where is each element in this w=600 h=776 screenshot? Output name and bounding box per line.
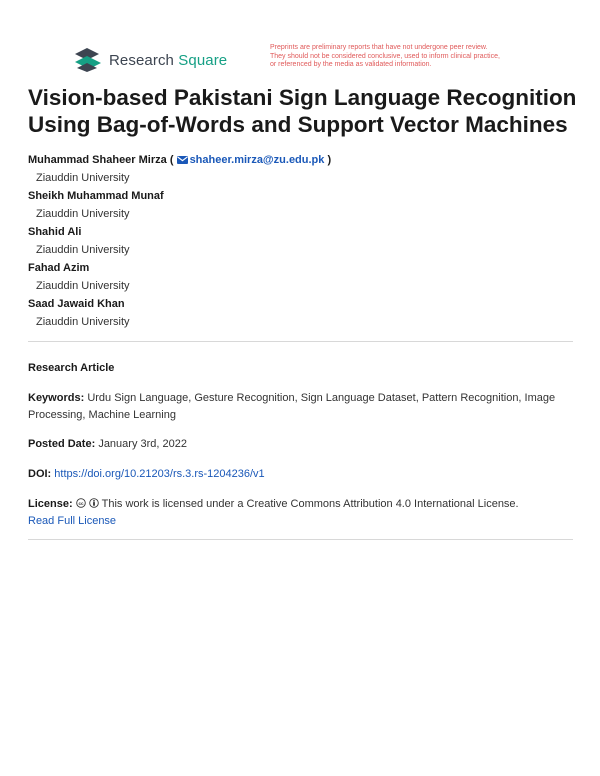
- author-name-wrap: [28, 152, 578, 169]
- posted-date-label: Posted Date:: [28, 438, 96, 450]
- doi-label: DOI:: [28, 468, 52, 480]
- author-entry: [28, 188, 578, 224]
- keywords-label: Keywords:: [28, 392, 85, 404]
- divider: [28, 539, 573, 540]
- keywords-section: [28, 390, 576, 424]
- doi-link[interactable]: https://doi.org/10.21203/rs.3.rs-1204236/v1: [54, 468, 265, 480]
- author-name: Sheikh Muhammad Munaf: [28, 190, 164, 202]
- author-list: [28, 152, 578, 332]
- divider: [28, 341, 573, 342]
- author-affiliation: Ziauddin University: [36, 244, 130, 256]
- author-affiliation: Ziauddin University: [36, 172, 130, 184]
- attribution-icon: [89, 498, 99, 508]
- page-header: [0, 44, 600, 84]
- author-affiliation: Ziauddin University: [36, 316, 130, 328]
- license-section: [28, 496, 576, 530]
- author-entry: [28, 224, 578, 260]
- preprint-disclaimer: [270, 44, 560, 70]
- article-type-label: Research Article: [28, 362, 115, 374]
- license-text: This work is licensed under a Creative Commons Attribution 4.0 International License.: [101, 498, 519, 510]
- author-affiliation: Ziauddin University: [36, 208, 130, 220]
- author-email-wrap: ( shaheer.mirza@zu.edu.pk ): [169, 154, 332, 166]
- read-full-license-link[interactable]: Read Full License: [28, 515, 117, 527]
- research-square-logo-icon: [73, 48, 103, 72]
- creative-commons-icon: [76, 498, 86, 508]
- envelope-icon: [177, 156, 188, 164]
- svg-text:cc: cc: [78, 500, 84, 506]
- article-type: [28, 360, 576, 377]
- research-square-logo[interactable]: [73, 48, 227, 72]
- doi-section: [28, 466, 576, 483]
- author-affiliation: Ziauddin University: [36, 280, 130, 292]
- disclaimer-line: Preprints are preliminary reports that have not undergone peer review.: [270, 44, 488, 51]
- posted-date-value: January 3rd, 2022: [98, 438, 187, 450]
- author-entry: [28, 260, 578, 296]
- disclaimer-line: They should not be considered conclusive, used to inform clinical practice,: [270, 52, 500, 60]
- author-name: Fahad Azim: [28, 262, 90, 274]
- author-email-link[interactable]: shaheer.mirza@zu.edu.pk: [189, 154, 325, 166]
- logo-word-research: Research: [109, 51, 174, 69]
- author-entry: [28, 152, 578, 188]
- paper-title: Vision-based Pakistani Sign Language Recognition Using Bag-of-Words and Support Vector Machines: [28, 85, 577, 137]
- author-entry: [28, 296, 578, 332]
- posted-date-section: [28, 436, 576, 453]
- license-label: License:: [28, 498, 73, 510]
- author-name: Shahid Ali: [28, 226, 82, 238]
- logo-text: [109, 52, 227, 69]
- logo-word-square: Square: [178, 51, 228, 69]
- keywords-text: Urdu Sign Language, Gesture Recognition, Sign Language Dataset, Pattern Recognition, Image Processing, Machine Learning: [28, 392, 556, 421]
- author-name: Muhammad Shaheer Mirza: [28, 154, 167, 166]
- disclaimer-line: or referenced by the media as validated information.: [270, 61, 432, 68]
- author-name: Saad Jawaid Khan: [28, 298, 125, 310]
